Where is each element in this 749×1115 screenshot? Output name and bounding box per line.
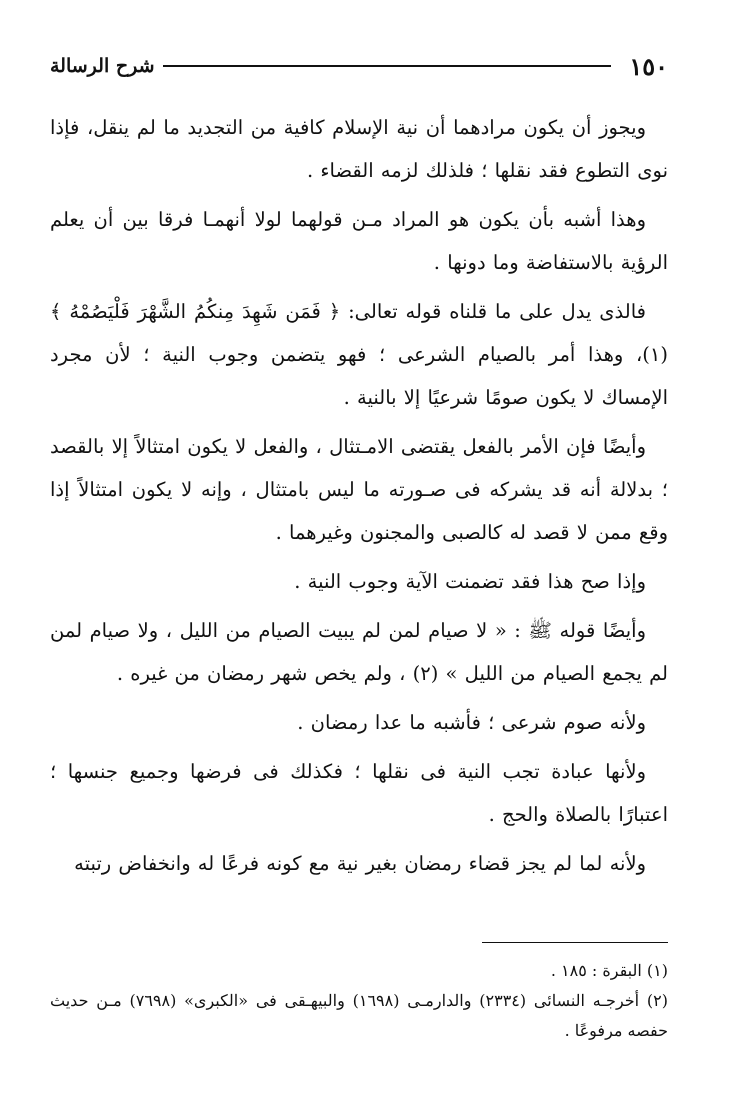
paragraph: وأيضًا قوله ﷺ : « لا صيام لمن لم يبيت الصيام من الليل ، ولا صيام لمن لم يجمع الصيام من الليل » (٢) ، ولم يخص شهر رمضان من غيره .: [50, 619, 668, 685]
page-number: ١٥٠: [629, 51, 668, 81]
paragraph: ويجوز أن يكون مرادهما أن نية الإسلام كافية من التجديد ما لم ينقل، فإذا نوى التطوع فقد نقلها ؛ فلذلك لزمه القضاء .: [50, 116, 668, 182]
paragraph: وأيضًا فإن الأمر بالفعل يقتضى الامـتثال ، والفعل لا يكون امتثالاً إلا بالقصد ؛ بدلالة أنه قد يشركه فى صـورته ما ليس بامتثال ، وإنه لا يكون امتثالاً إذا وقع ممن لا قصد له كالصبى والمجنون وغيرهما .: [50, 435, 668, 544]
page-header: [50, 48, 668, 84]
running-title: شرح الرسالة: [50, 55, 155, 77]
paragraph: ولأنها عبادة تجب النية فى نقلها ؛ فكذلك فى فرضها وجميع جنسها ؛ اعتبارًا بالصلاة والحج .: [50, 760, 668, 826]
footnote: (٢) أخرجـه النسائى (٢٣٣٤) والدارمـى (١٦٩٨) والبيهـقى فى «الكبرى» (٧٦٩٨) مـن حديث حفصه مرفوعًا .: [50, 991, 668, 1040]
paragraph: وإذا صح هذا فقد تضمنت الآية وجوب النية .: [294, 570, 646, 593]
paragraph: فالذى يدل على ما قلناه قوله تعالى: ﴿ فَمَن شَهِدَ مِنكُمُ الشَّهْرَ فَلْيَصُمْهُ ﴾ (١)، وهذا أمر بالصيام الشرعى ؛ فهو يتضمن وجوب النية ؛ لأن مجرد الإمساك لا يكون صومًا شرعيًا إلا بالنية .: [50, 300, 668, 409]
main-text: [50, 106, 668, 885]
header-rule: [163, 65, 612, 67]
paragraph: ولأنه صوم شرعى ؛ فأشبه ما عدا رمضان .: [297, 711, 646, 734]
footnote-separator: [482, 942, 668, 943]
paragraph: ولأنه لما لم يجز قضاء رمضان بغير نية مع كونه فرعًا له وانخفاض رتبته: [74, 852, 646, 875]
paragraph: وهذا أشبه بأن يكون هو المراد مـن قولهما لولا أنهمـا فرقا بين أن يعلم الرؤية بالاستفاضة وما دونها .: [50, 208, 668, 274]
footnotes: [50, 956, 668, 1046]
book-page: [50, 48, 668, 1040]
footnote: (١) البقرة : ١٨٥ .: [550, 961, 668, 980]
